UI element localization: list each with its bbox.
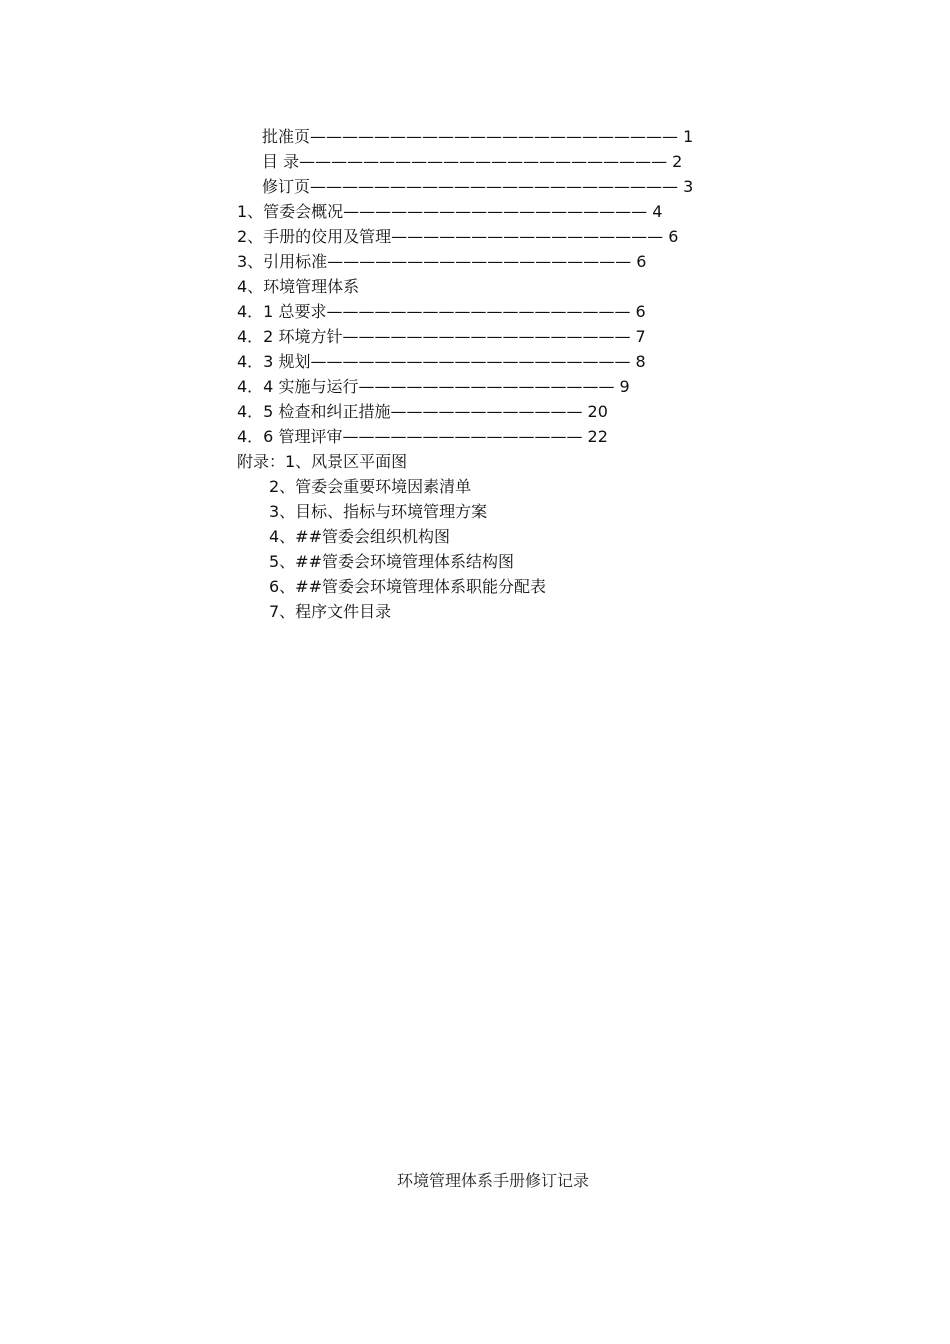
toc-entry-references: 3、引用标准——————————————————— 6 [237,252,647,271]
toc-entry-ems: 4、环境管理体系 [237,277,360,296]
toc-entry-4-3: 4．3 规划———————————————————— 8 [237,352,646,371]
toc-entry-revision-page: 修订页——————————————————————— 3 [262,177,694,196]
toc-entry-4-1: 4．1 总要求——————————————————— 6 [237,302,646,321]
appendix-item: 5、##管委会环境管理体系结构图 [269,552,514,571]
appendix-heading: 附录：1、风景区平面图 [237,452,408,471]
toc-entry-4-2: 4．2 环境方针—————————————————— 7 [237,327,646,346]
appendix-item: 7、程序文件目录 [269,602,392,621]
appendix-item: 6、##管委会环境管理体系职能分配表 [269,577,546,596]
toc-entry-4-4: 4．4 实施与运行———————————————— 9 [237,377,630,396]
toc-entry-approval-page: 批准页——————————————————————— 1 [262,127,694,146]
toc-entry-overview: 1、管委会概况——————————————————— 4 [237,202,663,221]
toc-entry-4-5: 4．5 检查和纠正措施———————————— 20 [237,402,608,421]
revision-record-title: 环境管理体系手册修订记录 [396,1171,589,1190]
appendix-item: 4、##管委会组织机构图 [269,527,450,546]
appendix-item: 2、管委会重要环境因素清单 [269,477,472,496]
appendix-item: 3、目标、指标与环境管理方案 [269,502,488,521]
toc-entry-4-6: 4．6 管理评审——————————————— 22 [237,427,608,446]
toc-entry-manual-usage: 2、手册的佼用及管理————————————————— 6 [237,227,679,246]
toc-entry-contents: 目 录——————————————————————— 2 [262,152,683,171]
